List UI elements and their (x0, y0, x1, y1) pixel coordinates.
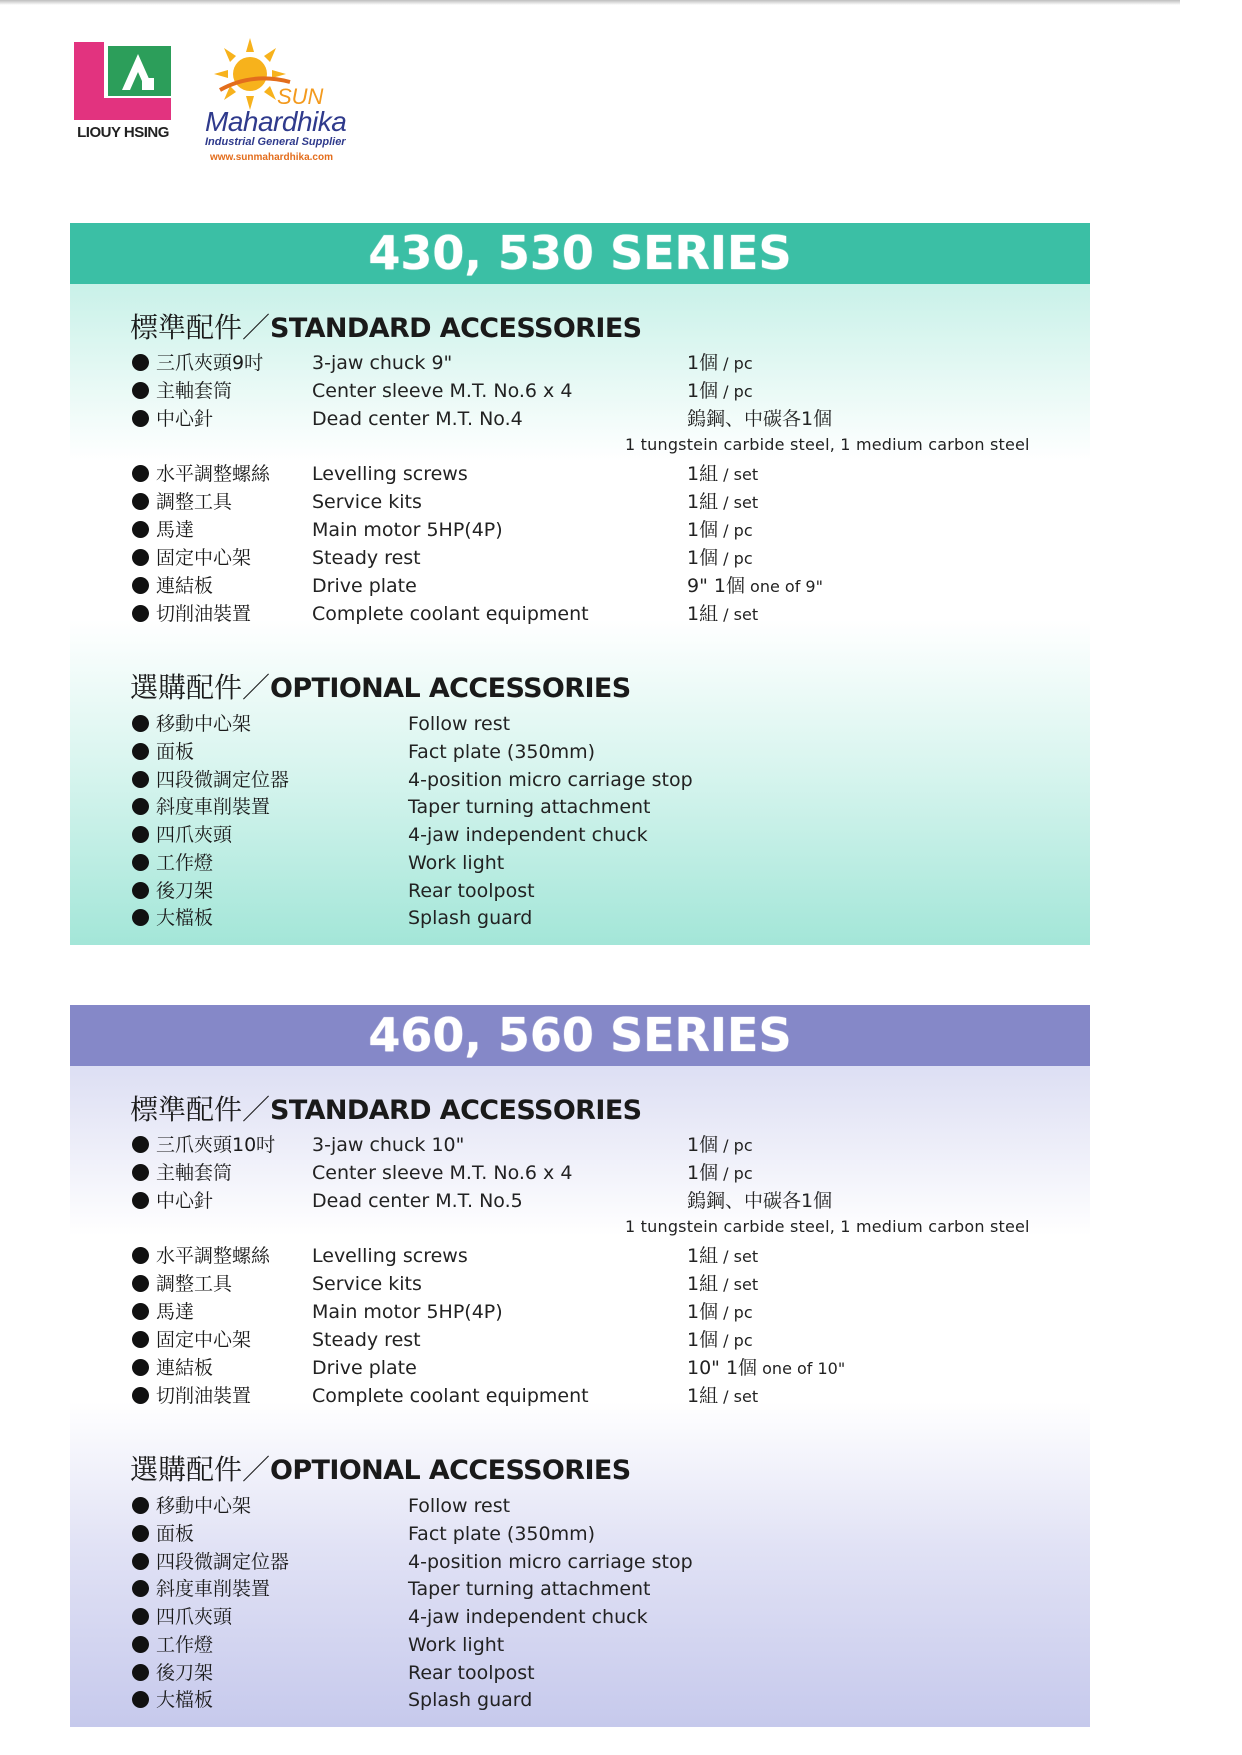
qty-value: 鎢鋼、中碳各1個 (687, 1190, 833, 1212)
qty-value: 1個 (687, 547, 719, 569)
optional-accessories-heading (130, 1450, 631, 1490)
heading-en: OPTIONAL ACCESSORIES (270, 673, 631, 704)
standard-item (132, 349, 1092, 377)
item-zh: 主軸套筒 (156, 380, 233, 402)
item-zh: 調整工具 (156, 1273, 233, 1295)
standard-item (132, 1131, 1092, 1159)
item-qty (687, 1187, 832, 1216)
qty-value: 1個 (687, 352, 719, 374)
bullet-icon (132, 521, 149, 538)
item-en: Follow rest (408, 713, 511, 735)
item-en: Levelling screws (312, 463, 468, 485)
sun-brand-name: Mahardhika (205, 106, 347, 137)
liouy-hsing-logo (71, 42, 175, 146)
bullet-icon (132, 1664, 149, 1681)
item-en: Steady rest (312, 547, 421, 569)
optional-item (132, 738, 1092, 766)
bullet-icon (132, 605, 149, 622)
bullet-icon (132, 1387, 149, 1404)
item-zh: 四段微調定位器 (156, 769, 290, 791)
item-en: Complete coolant equipment (312, 1385, 589, 1407)
bullet-icon (132, 1525, 149, 1542)
item-zh: 工作燈 (156, 1634, 214, 1656)
bullet-icon (132, 1136, 149, 1153)
item-qty (687, 544, 753, 573)
qty-unit: / set (718, 1247, 759, 1266)
item-zh: 固定中心架 (156, 547, 252, 569)
qty-value: 1組 (687, 463, 719, 485)
item-en: Main motor 5HP(4P) (312, 1301, 503, 1323)
qty-unit: / pc (718, 1136, 753, 1155)
dead-center-note: 1 tungstein carbide steel, 1 medium carbon steel (625, 1217, 1030, 1236)
item-en: Taper turning attachment (408, 796, 651, 818)
item-zh: 四爪夾頭 (156, 824, 233, 846)
item-zh: 馬達 (156, 519, 195, 541)
item-en: Follow rest (408, 1495, 511, 1517)
standard-item (132, 460, 1092, 488)
standard-item (132, 1270, 1092, 1298)
standard-item (132, 488, 1092, 516)
item-zh: 三爪夾頭9吋 (156, 352, 264, 374)
qty-value: 1個 (687, 1162, 719, 1184)
bullet-icon (132, 1303, 149, 1320)
item-en: Fact plate (350mm) (408, 741, 596, 763)
standard-item (132, 1326, 1092, 1354)
standard-item (132, 1242, 1092, 1270)
qty-unit: / pc (718, 521, 753, 540)
bullet-icon (132, 1553, 149, 1570)
item-qty (687, 1131, 753, 1160)
item-qty (687, 488, 758, 517)
item-qty (687, 460, 758, 489)
bullet-icon (132, 1331, 149, 1348)
item-qty (687, 377, 753, 406)
standard-item (132, 1187, 1092, 1215)
bullet-icon (132, 493, 149, 510)
qty-unit: / set (718, 1275, 759, 1294)
item-qty (687, 1354, 845, 1383)
qty-unit: / pc (718, 354, 753, 373)
bullet-icon (132, 715, 149, 732)
bullet-icon (132, 382, 149, 399)
qty-unit: / pc (718, 1303, 753, 1322)
qty-unit: one of 9" (744, 577, 823, 596)
sun-tagline: Industrial General Supplier (205, 136, 346, 148)
series-460-560-panel (70, 1005, 1090, 1727)
item-zh: 水平調整螺絲 (156, 1245, 271, 1267)
item-zh: 三爪夾頭10吋 (156, 1134, 276, 1156)
optional-item (132, 766, 1092, 794)
qty-value: 1組 (687, 1245, 719, 1267)
bullet-icon (132, 854, 149, 871)
qty-value: 9" 1個 (687, 575, 745, 597)
item-en: Work light (408, 852, 505, 874)
item-en: 3-jaw chuck 10" (312, 1134, 465, 1156)
qty-value: 1個 (687, 380, 719, 402)
optional-item (132, 1520, 1092, 1548)
series-title-band (70, 1005, 1090, 1066)
optional-item (132, 1686, 1092, 1714)
item-zh: 切削油裝置 (156, 603, 252, 625)
item-en: 4-position micro carriage stop (408, 769, 693, 791)
item-zh: 主軸套筒 (156, 1162, 233, 1184)
item-zh: 連結板 (156, 575, 214, 597)
qty-unit: / set (718, 1387, 759, 1406)
bullet-icon (132, 1359, 149, 1376)
series-430-530-panel (70, 223, 1090, 945)
item-zh: 移動中心架 (156, 1495, 252, 1517)
item-zh: 固定中心架 (156, 1329, 252, 1351)
scan-edge (0, 0, 1180, 5)
standard-item (132, 1354, 1092, 1382)
bullet-icon (132, 882, 149, 899)
item-qty (687, 1270, 758, 1299)
bullet-icon (132, 743, 149, 760)
standard-accessories-heading (130, 1090, 642, 1130)
item-en: Rear toolpost (408, 880, 535, 902)
item-en: Splash guard (408, 1689, 533, 1711)
heading-zh: 標準配件／ (130, 311, 271, 344)
item-zh: 中心針 (156, 408, 214, 430)
heading-zh: 選購配件／ (130, 1453, 271, 1486)
item-zh: 中心針 (156, 1190, 214, 1212)
item-zh: 斜度車削裝置 (156, 796, 271, 818)
qty-unit: / set (718, 465, 759, 484)
qty-value: 1組 (687, 491, 719, 513)
item-zh: 切削油裝置 (156, 1385, 252, 1407)
qty-unit: / set (718, 605, 759, 624)
bullet-icon (132, 577, 149, 594)
item-en: Service kits (312, 1273, 422, 1295)
bullet-icon (132, 1247, 149, 1264)
item-en: Drive plate (312, 1357, 417, 1379)
bullet-icon (132, 909, 149, 926)
optional-item (132, 821, 1092, 849)
qty-unit: / pc (718, 382, 753, 401)
bullet-icon (132, 826, 149, 843)
item-qty (687, 572, 823, 601)
item-en: Center sleeve M.T. No.6 x 4 (312, 380, 573, 402)
qty-unit: / pc (718, 1331, 753, 1350)
optional-item (132, 904, 1092, 932)
sun-word: SUN (277, 84, 324, 109)
heading-zh: 選購配件／ (130, 671, 271, 704)
bullet-icon (132, 465, 149, 482)
item-qty (687, 1159, 753, 1188)
optional-item (132, 793, 1092, 821)
item-qty (687, 516, 753, 545)
item-en: Main motor 5HP(4P) (312, 519, 503, 541)
item-zh: 四段微調定位器 (156, 1551, 290, 1573)
item-en: Work light (408, 1634, 505, 1656)
bullet-icon (132, 1275, 149, 1292)
qty-value: 1組 (687, 603, 719, 625)
item-qty (687, 1382, 758, 1411)
item-qty (687, 1298, 753, 1327)
bullet-icon (132, 1580, 149, 1597)
standard-item (132, 405, 1092, 433)
optional-item (132, 1603, 1092, 1631)
item-zh: 四爪夾頭 (156, 1606, 233, 1628)
item-en: Splash guard (408, 907, 533, 929)
item-zh: 工作燈 (156, 852, 214, 874)
heading-en: OPTIONAL ACCESSORIES (270, 1455, 631, 1486)
item-zh: 面板 (156, 741, 195, 763)
item-zh: 後刀架 (156, 1662, 214, 1684)
standard-item (132, 600, 1092, 628)
bullet-icon (132, 1497, 149, 1514)
item-zh: 大檔板 (156, 1689, 214, 1711)
series-title: 430, 530 SERIES (368, 226, 792, 280)
optional-item (132, 1548, 1092, 1576)
item-en: Complete coolant equipment (312, 603, 589, 625)
item-en: Fact plate (350mm) (408, 1523, 596, 1545)
standard-item (132, 377, 1092, 405)
bullet-icon (132, 771, 149, 788)
bullet-icon (132, 798, 149, 815)
series-title-band (70, 223, 1090, 284)
qty-unit: / pc (718, 549, 753, 568)
item-en: Steady rest (312, 1329, 421, 1351)
standard-item (132, 1298, 1092, 1326)
item-zh: 移動中心架 (156, 713, 252, 735)
optional-item (132, 1492, 1092, 1520)
standard-item (132, 1382, 1092, 1410)
item-zh: 調整工具 (156, 491, 233, 513)
item-en: Taper turning attachment (408, 1578, 651, 1600)
item-zh: 大檔板 (156, 907, 214, 929)
qty-unit: one of 10" (757, 1359, 846, 1378)
item-zh: 水平調整螺絲 (156, 463, 271, 485)
item-qty (687, 1242, 758, 1271)
liouy-hsing-logo-mark (74, 42, 171, 120)
item-en: Center sleeve M.T. No.6 x 4 (312, 1162, 573, 1184)
item-en: 4-position micro carriage stop (408, 1551, 693, 1573)
bullet-icon (132, 354, 149, 371)
item-en: 4-jaw independent chuck (408, 1606, 648, 1628)
item-en: Levelling screws (312, 1245, 468, 1267)
optional-item (132, 710, 1092, 738)
item-en: 4-jaw independent chuck (408, 824, 648, 846)
standard-item (132, 572, 1092, 600)
series-title: 460, 560 SERIES (368, 1008, 792, 1062)
qty-value: 1個 (687, 1301, 719, 1323)
sun-mahardhika-logo (200, 38, 370, 168)
qty-value: 鎢鋼、中碳各1個 (687, 408, 833, 430)
item-en: Rear toolpost (408, 1662, 535, 1684)
qty-value: 1組 (687, 1273, 719, 1295)
standard-accessories-heading (130, 308, 642, 348)
heading-en: STANDARD ACCESSORIES (270, 1095, 642, 1126)
bullet-icon (132, 1192, 149, 1209)
heading-en: STANDARD ACCESSORIES (270, 313, 642, 344)
standard-item (132, 544, 1092, 572)
optional-item (132, 877, 1092, 905)
optional-accessories-heading (130, 668, 631, 708)
qty-value: 1個 (687, 1329, 719, 1351)
qty-unit: / set (718, 493, 759, 512)
standard-item (132, 516, 1092, 544)
optional-item (132, 849, 1092, 877)
bullet-icon (132, 549, 149, 566)
item-qty (687, 1326, 753, 1355)
item-en: Drive plate (312, 575, 417, 597)
item-qty (687, 349, 753, 378)
item-qty (687, 405, 832, 434)
qty-value: 10" 1個 (687, 1357, 758, 1379)
optional-item (132, 1659, 1092, 1687)
optional-item (132, 1575, 1092, 1603)
standard-item (132, 1159, 1092, 1187)
bullet-icon (132, 1636, 149, 1653)
item-zh: 面板 (156, 1523, 195, 1545)
liouy-hsing-wordmark: LIOUY HSING (77, 124, 169, 141)
item-en: 3-jaw chuck 9" (312, 352, 453, 374)
item-zh: 斜度車削裝置 (156, 1578, 271, 1600)
bullet-icon (132, 1608, 149, 1625)
item-zh: 連結板 (156, 1357, 214, 1379)
qty-unit: / pc (718, 1164, 753, 1183)
qty-value: 1組 (687, 1385, 719, 1407)
item-en: Dead center M.T. No.5 (312, 1190, 523, 1212)
sun-url: www.sunmahardhika.com (210, 152, 333, 163)
qty-value: 1個 (687, 519, 719, 541)
bullet-icon (132, 1164, 149, 1181)
dead-center-note: 1 tungstein carbide steel, 1 medium carbon steel (625, 435, 1030, 454)
item-zh: 後刀架 (156, 880, 214, 902)
bullet-icon (132, 1691, 149, 1708)
item-en: Dead center M.T. No.4 (312, 408, 523, 430)
item-zh: 馬達 (156, 1301, 195, 1323)
bullet-icon (132, 410, 149, 427)
heading-zh: 標準配件／ (130, 1093, 271, 1126)
qty-value: 1個 (687, 1134, 719, 1156)
optional-item (132, 1631, 1092, 1659)
item-qty (687, 600, 758, 629)
item-en: Service kits (312, 491, 422, 513)
